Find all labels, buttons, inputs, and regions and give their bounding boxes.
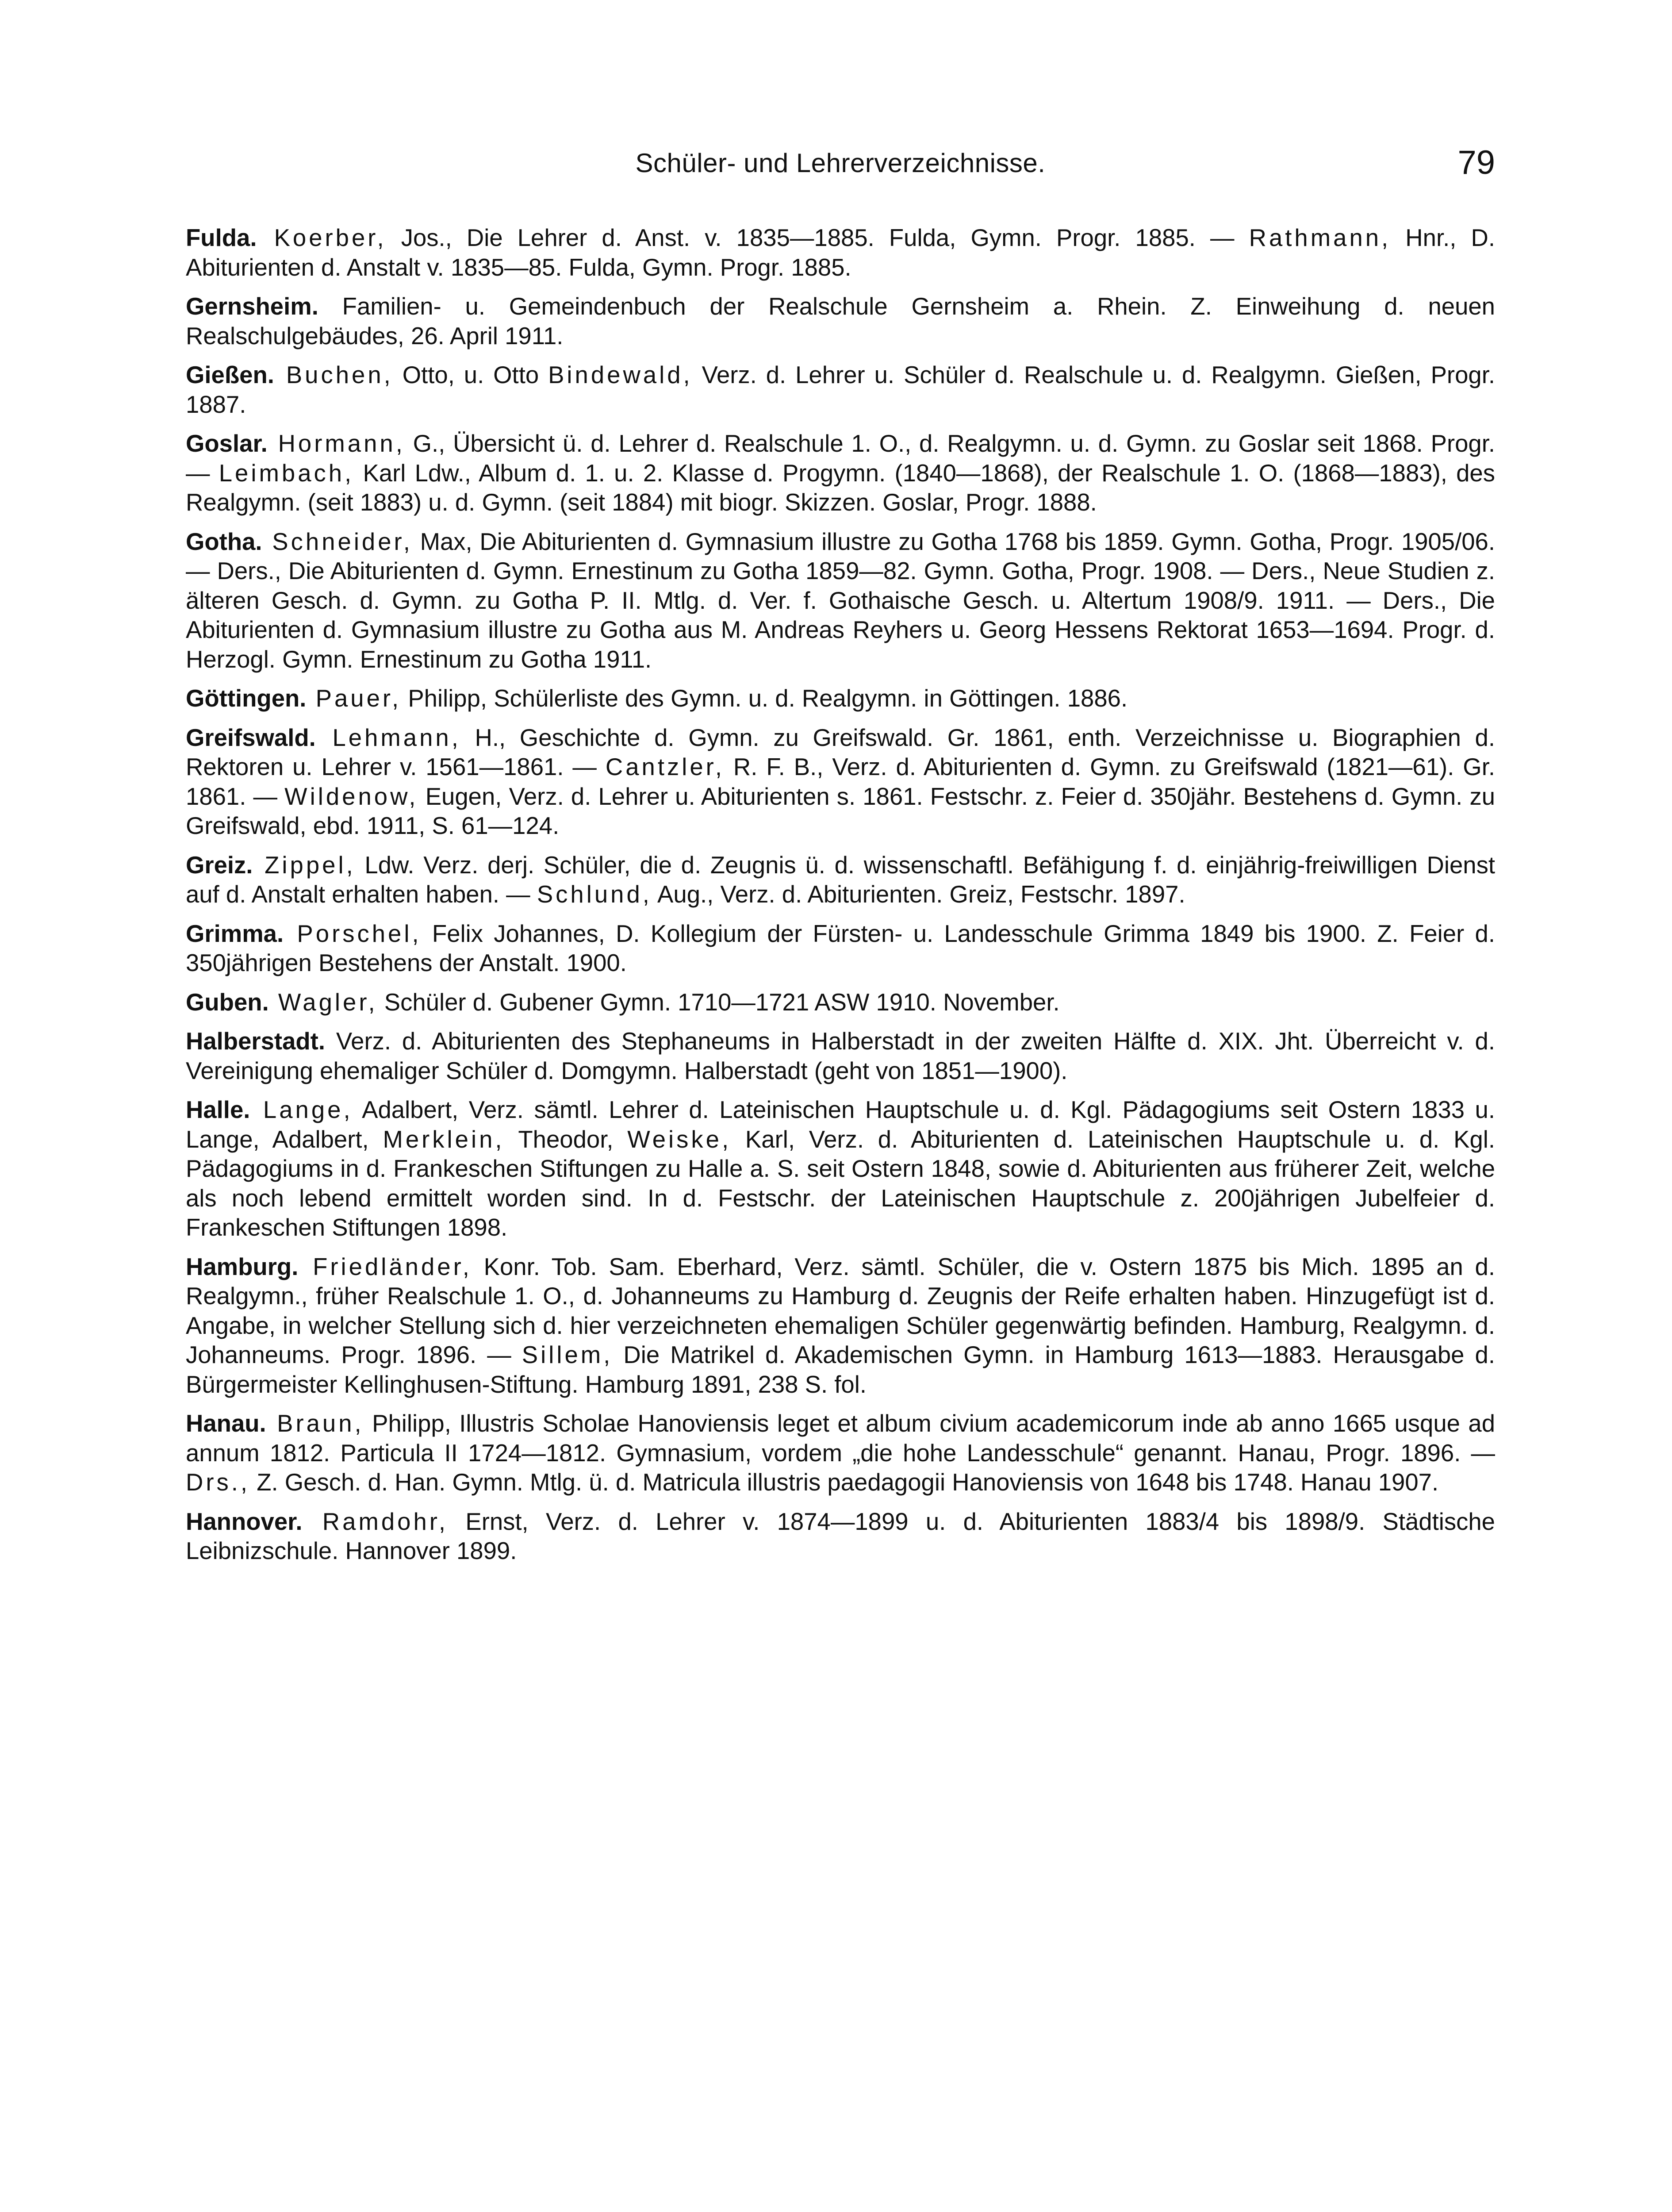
- entry-author-name: Wagler,: [268, 988, 378, 1016]
- entry-place-heading: Goslar.: [186, 430, 268, 457]
- entry-place-heading: Göttingen.: [186, 685, 307, 712]
- entry-text: Ldw. Verz. derj. Schüler, die d. Zeugnis ü. d. wissenschaftl. Befähigung f. d. einjährig-freiwilligen Dienst auf d. Anstalt erhalten haben. —: [186, 851, 1495, 908]
- entry-place-heading: Halle.: [186, 1096, 250, 1123]
- entry-place-heading: Greifswald.: [186, 724, 316, 751]
- entry-text: Schüler d. Gubener Gymn. 1710—1721 ASW 1910. November.: [377, 988, 1060, 1016]
- entry-author-name: Schneider,: [262, 528, 413, 555]
- bibliography-entry: [186, 919, 1495, 978]
- entry-place-heading: Greiz.: [186, 851, 253, 879]
- entry-text: Hnr., D. Abiturienten d. Anstalt v. 1835—85. Fulda, Gymn. Progr. 1885.: [186, 224, 1495, 281]
- entry-author-name: Cantzler,: [605, 753, 725, 780]
- bibliography-entry: [186, 1095, 1495, 1243]
- entry-text: Ernst, Verz. d. Lehrer v. 1874—1899 u. d. Abiturienten 1883/4 bis 1898/9. Städtische Leibnizschule. Hannover 1899.: [186, 1508, 1495, 1564]
- entry-text: Otto, u. Otto: [393, 361, 548, 388]
- bibliography-entry: [186, 1252, 1495, 1400]
- bibliography-entry: [186, 292, 1495, 351]
- entry-place-heading: Grimma.: [186, 920, 284, 947]
- entry-place-heading: Gießen.: [186, 361, 274, 388]
- entry-text: R. F. B., Verz. d. Abiturienten d. Gymn. zu Greifswald (1821—61). Gr. 1861. —: [186, 753, 1495, 810]
- entry-author-name: Lange,: [250, 1096, 353, 1123]
- entry-place-heading: Hannover.: [186, 1508, 303, 1535]
- bibliography-entry: [186, 1027, 1495, 1086]
- page-header: [186, 141, 1495, 194]
- entry-author-name: Porschel,: [284, 920, 422, 947]
- entry-text: Karl, Verz. d. Abiturienten d. Lateinischen Hauptschule u. d. Kgl. Pädagogiums in d. Frankeschen Stiftungen zu Halle a. S. seit Ostern 1848, sowie d. Abiturienten aus früherer Zeit, welche als noch lebend ermittelt worden sind. In d. Festschr. der Lateinischen Hauptschule z. 200jährigen Jubelfeier d. Frankeschen Stiftungen 1898.: [186, 1125, 1496, 1241]
- page-number: 79: [1457, 144, 1495, 181]
- entry-author-name: Zippel,: [253, 851, 356, 879]
- entry-place-heading: Gotha.: [186, 528, 262, 555]
- bibliography-entry: [186, 684, 1495, 714]
- entry-author-name: Friedländer,: [298, 1253, 472, 1280]
- bibliography-entry: [186, 527, 1495, 675]
- entry-text: Adalbert, Verz. sämtl. Lehrer d. Lateinischen Hauptschule u. d. Kgl. Pädagogiums seit Ostern 1833 u. Lange, Adalbert,: [186, 1096, 1495, 1153]
- entry-author-name: Koerber,: [257, 224, 387, 251]
- entry-place-heading: Hamburg.: [186, 1253, 299, 1280]
- entry-text: Z. Gesch. d. Han. Gymn. Mtlg. ü. d. Matricula illustris paedagogii Hanoviensis von 1648 bis 1748. Hanau 1907.: [250, 1469, 1439, 1496]
- entry-text: Konr. Tob. Sam. Eberhard, Verz. sämtl. Schüler, die v. Ostern 1875 bis Mich. 1895 an d. Realgymn., früher Realschule 1. O., d. Johanneums zu Hamburg d. Zeugnis der Reife erhalten haben. Hinzugefügt ist d. Angabe, in welcher Stellung sich d. hier verzeichneten ehemaligen Schüler gegenwärtig befinden. Hamburg, Realgymn. d. Johanneums. Progr. 1896. —: [186, 1253, 1495, 1368]
- entry-place-heading: Gernsheim.: [186, 293, 318, 320]
- bibliography-entry: [186, 223, 1495, 282]
- entry-text: Jos., Die Lehrer d. Anst. v. 1835—1885. Fulda, Gymn. Progr. 1885. —: [386, 224, 1249, 251]
- entry-text: H., Geschichte d. Gymn. zu Greifswald. Gr. 1861, enth. Verzeichnisse u. Biographien d. Rektoren u. Lehrer v. 1561—1861. —: [186, 724, 1496, 780]
- entry-text: Karl Ldw., Album d. 1. u. 2. Klasse d. Progymn. (1840—1868), der Realschule 1. O. (1868—1883), des Realgymn. (seit 1883) u. d. Gymn. (seit 1884) mit biogr. Skizzen. Goslar, Progr. 1888.: [186, 459, 1495, 516]
- entry-author-name: Wildenow,: [284, 783, 418, 810]
- entry-text: Philipp, Illustris Scholae Hanoviensis leget et album civium academicorum inde ab anno 1665 usque ad annum 1812. Particula II 1724—1812. Gymnasium, vordem „die hohe Landesschule“ genannt. Hanau, Progr. 1896. —: [186, 1410, 1496, 1467]
- entry-author-name: Pauer,: [306, 685, 402, 712]
- bibliography-entry: [186, 361, 1495, 419]
- entry-text: Verz. d. Lehrer u. Schüler d. Realschule u. d. Realgymn. Gießen, Progr. 1887.: [186, 361, 1495, 418]
- entry-author-name: Braun,: [266, 1410, 364, 1437]
- entry-author-name: Buchen,: [274, 361, 393, 388]
- bibliography-entry: [186, 851, 1495, 910]
- bibliography-entry: [186, 1507, 1495, 1566]
- entry-text: Die Matrikel d. Akademischen Gymn. in Hamburg 1613—1883. Herausgabe d. Bürgermeister Kellinghusen-Stiftung. Hamburg 1891, 238 S. fol.: [186, 1341, 1495, 1398]
- entry-author-name: Leimbach,: [219, 459, 354, 487]
- entry-author-name: Sillem,: [522, 1341, 613, 1368]
- entry-place-heading: Guben.: [186, 988, 269, 1016]
- entry-author-name: Schlund,: [537, 881, 652, 908]
- bibliography-entry: [186, 988, 1495, 1018]
- bibliography-text: [186, 223, 1495, 1576]
- entry-text: Eugen, Verz. d. Lehrer u. Abiturienten s. 1861. Festschr. z. Feier d. 350jähr. Bestehens d. Gymn. zu Greifswald, ebd. 1911, S. 61—124.: [186, 783, 1495, 839]
- running-head: Schüler- und Lehrerverzeichnisse.: [635, 148, 1046, 178]
- entry-text: Theodor,: [504, 1125, 628, 1153]
- entry-author-name: Rathmann,: [1249, 224, 1391, 251]
- entry-author-name: Hormann,: [267, 430, 405, 457]
- entry-place-heading: Hanau.: [186, 1410, 266, 1437]
- bibliography-entry: [186, 429, 1495, 518]
- entry-author-name: Merklein,: [383, 1125, 505, 1153]
- entry-author-name: Lehmann,: [315, 724, 461, 751]
- entry-text: Max, Die Abiturienten d. Gymnasium illustre zu Gotha 1768 bis 1859. Gymn. Gotha, Progr. 1905/06. — Ders., Die Abiturienten d. Gymn. Ernestinum zu Gotha 1859—82. Gymn. Gotha, Progr. 1908. — Ders., Neue Studien z. älteren Gesch. d. Gymn. zu Gotha P. II. Mtlg. d. Ver. f. Gothaische Gesch. u. Altertum 1908/9. 1911. — Ders., Die Abiturienten d. Gymnasium illustre zu Gotha aus M. Andreas Reyhers u. Georg Hessens Rektorat 1653—1694. Progr. d. Herzogl. Gymn. Ernestinum zu Gotha 1911.: [186, 528, 1495, 673]
- entry-place-heading: Fulda.: [186, 224, 257, 251]
- entry-text: Verz. d. Abiturienten des Stephaneums in Halberstadt in der zweiten Hälfte d. XIX. Jht. Überreicht v. d. Vereinigung ehemaliger Schüler d. Domgymn. Halberstadt (geht von 1851—1900).: [186, 1028, 1495, 1084]
- entry-text: Philipp, Schülerliste des Gymn. u. d. Realgymn. in Göttingen. 1886.: [401, 685, 1128, 712]
- bibliography-entry: [186, 723, 1495, 841]
- entry-text: Aug., Verz. d. Abiturienten. Greiz, Festschr. 1897.: [652, 881, 1185, 908]
- entry-author-name: Drs.,: [186, 1469, 250, 1496]
- entry-text: Familien- u. Gemeindenbuch der Realschule Gernsheim a. Rhein. Z. Einweihung d. neuen Realschulgebäudes, 26. April 1911.: [186, 293, 1495, 349]
- entry-text: G., Übersicht ü. d. Lehrer d. Realschule 1. O., d. Realgymn. u. d. Gymn. zu Goslar seit 1868. Progr. —: [186, 430, 1495, 487]
- bibliography-entry: [186, 1409, 1495, 1498]
- entry-text: Felix Johannes, D. Kollegium der Fürsten- u. Landesschule Grimma 1849 bis 1900. Z. Feier d. 350jährigen Bestehens der Anstalt. 1900.: [186, 920, 1496, 976]
- entry-author-name: Ramdohr,: [302, 1508, 449, 1535]
- entry-author-name: Bindewald,: [548, 361, 693, 388]
- entry-author-name: Weiske,: [627, 1125, 732, 1153]
- entry-place-heading: Halberstadt.: [186, 1028, 325, 1055]
